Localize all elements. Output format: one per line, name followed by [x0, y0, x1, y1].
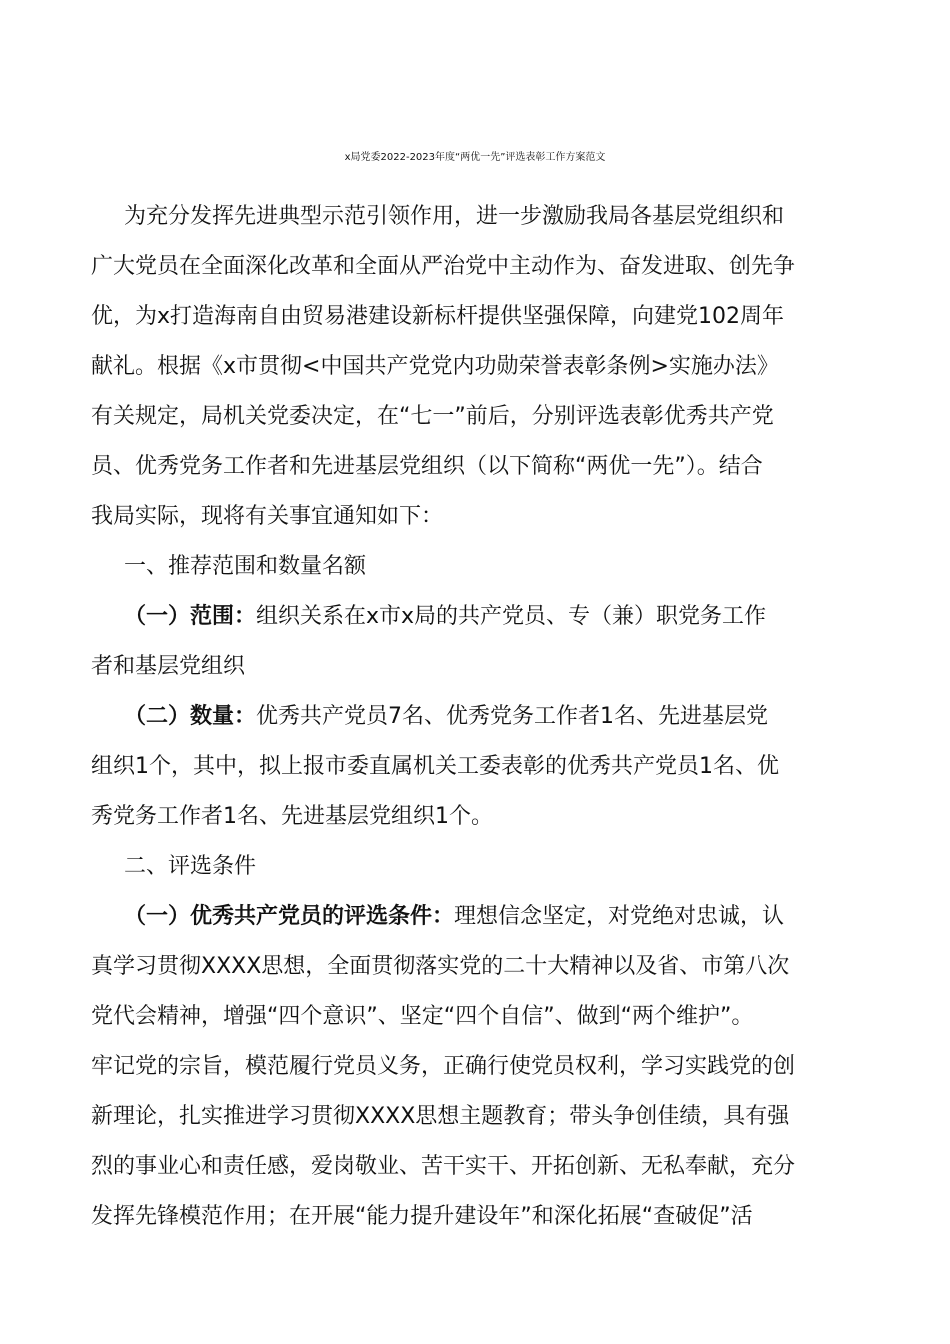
- criteria-1-line-6: 烈的事业心和责任感，爱岗敬业、苦干实干、开拓创新、无私奉献，充分: [91, 1154, 796, 1179]
- scope-text: 组织关系在x市x局的共产党员、专（兼）职党务工作: [256, 604, 767, 629]
- criteria-1-line-3: 党代会精神，增强“四个意识”、坚定“四个自信”、做到“两个维护”。: [91, 1004, 754, 1029]
- criteria-1-line-7: 发挥先锋模范作用；在开展“能力提升建设年”和深化拓展“查破促”活: [91, 1204, 753, 1229]
- intro-line-6: 员、优秀党务工作者和先进基层党组织（以下简称“两优一先”）。结合: [91, 454, 763, 479]
- scope-paragraph-line-2: 者和基层党组织: [91, 654, 246, 679]
- section-1-heading: 一、推荐范围和数量名额: [124, 554, 367, 579]
- scope-paragraph-line-1: [124, 599, 766, 635]
- intro-line-7: 我局实际，现将有关事宜通知如下：: [91, 504, 444, 529]
- intro-line-5: 有关规定，局机关党委决定，在“七一”前后，分别评选表彰优秀共产党: [91, 404, 774, 429]
- intro-line-4: 献礼。根据《x市贯彻<中国共产党党内功勋荣誉表彰条例>实施办法》: [91, 354, 779, 379]
- document-title: x局党委2022-2023年度“两优一先”评选表彰工作方案范文: [344, 152, 606, 163]
- quantity-paragraph-line-1: [124, 699, 768, 735]
- criteria-1-label: （一）优秀共产党员的评选条件：: [124, 904, 455, 929]
- section-2-heading: 二、评选条件: [124, 854, 257, 879]
- quantity-paragraph-line-2: 组织1个，其中，拟上报市委直属机关工委表彰的优秀共产党员1名、优: [91, 754, 779, 779]
- criteria-1-line-2: 真学习贯彻XXXX思想，全面贯彻落实党的二十大精神以及省、市第八次: [91, 954, 790, 979]
- intro-line-2: 广大党员在全面深化改革和全面从严治党中主动作为、奋发进取、创先争: [91, 254, 796, 279]
- quantity-label: （二）数量：: [124, 704, 257, 729]
- criteria-1-line-4: 牢记党的宗旨，模范履行党员义务，正确行使党员权利，学习实践党的创: [91, 1054, 796, 1079]
- criteria-1-line-5: 新理论，扎实推进学习贯彻XXXX思想主题教育；带头争创佳绩，具有强: [91, 1104, 790, 1129]
- intro-line-3: 优，为x打造海南自由贸易港建设新标杆提供坚强保障，向建党102周年: [91, 304, 785, 329]
- quantity-text: 优秀共产党员7名、优秀党务工作者1名、先进基层党: [256, 704, 769, 729]
- scope-label: （一）范围：: [124, 604, 257, 629]
- criteria-1-line-1: [124, 899, 784, 935]
- quantity-paragraph-line-3: 秀党务工作者1名、先进基层党组织1个。: [91, 804, 493, 829]
- intro-line-1: 为充分发挥先进典型示范引领作用，进一步激励我局各基层党组织和: [124, 204, 785, 229]
- criteria-1-text: 理想信念坚定，对党绝对忠诚，认: [454, 904, 785, 929]
